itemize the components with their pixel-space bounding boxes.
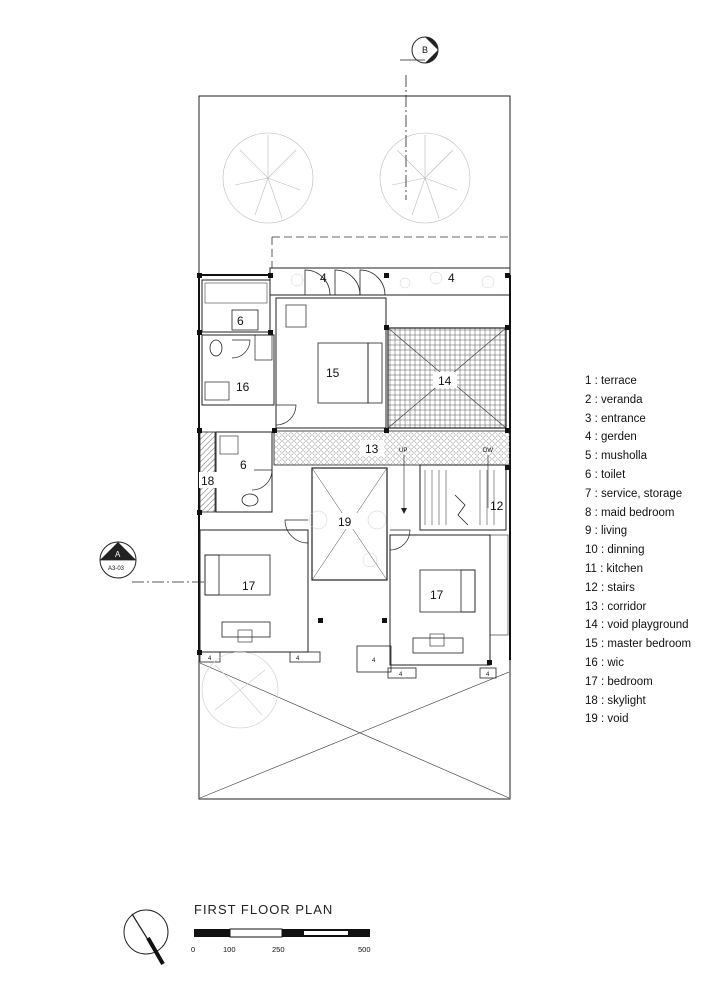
room-label-wic: 16 <box>236 380 250 394</box>
room-label-bedroom-right: 17 <box>430 588 444 602</box>
legend-item: 19 : void <box>585 713 629 726</box>
stair-up-label: UP <box>399 448 408 454</box>
legend-item: 8 : maid bedroom <box>585 506 675 519</box>
room-label-toilet-mid: 6 <box>240 458 247 472</box>
scale-tick-100: 100 <box>223 945 236 954</box>
room-label-void-playground: 14 <box>438 374 452 388</box>
section-a-sheet: A3-03 <box>108 566 125 572</box>
legend-item: 2 : veranda <box>585 393 643 406</box>
master-bedroom <box>276 298 386 428</box>
room-label-corridor: 13 <box>365 442 379 456</box>
legend-item: 10 : dinning <box>585 544 645 557</box>
room-label-garden-1: 4 <box>320 271 327 285</box>
section-b-letter: B <box>422 45 429 55</box>
legend-item: 4 : gerden <box>585 431 637 444</box>
room-label-garden-small-3: 4 <box>372 658 376 664</box>
room-label-skylight: 18 <box>201 474 215 488</box>
tree-symbol-right <box>380 133 470 223</box>
room-label-bedroom-left: 17 <box>242 579 256 593</box>
legend-item: 9 : living <box>585 525 628 538</box>
section-a-marker <box>100 542 136 578</box>
legend-item: 17 : bedroom <box>585 675 653 688</box>
scale-bar <box>191 929 371 954</box>
room-label-garden-small-4: 4 <box>399 672 403 678</box>
room-label-void: 19 <box>338 515 352 529</box>
section-b-marker <box>400 37 438 63</box>
corridor <box>274 431 510 465</box>
legend-item: 15 : master bedroom <box>585 638 692 651</box>
room-legend <box>585 372 691 729</box>
room-label-stairs: 12 <box>490 499 504 513</box>
scale-tick-250: 250 <box>272 945 285 954</box>
room-label-garden-small-5: 4 <box>486 672 490 678</box>
room-label-toilet-top: 6 <box>237 314 244 328</box>
legend-item: 6 : toilet <box>585 468 626 481</box>
legend-item: 12 : stairs <box>585 581 635 594</box>
north-arrow-icon <box>124 910 168 964</box>
legend-item: 18 : skylight <box>585 694 646 707</box>
room-label-garden-small-2: 4 <box>296 656 300 662</box>
tree-symbol-left <box>223 133 313 223</box>
legend-item: 13 : corridor <box>585 600 647 613</box>
legend-item: 3 : entrance <box>585 412 646 425</box>
legend-item: 11 : kitchen <box>585 562 643 575</box>
scale-tick-0: 0 <box>191 945 196 954</box>
garden-strip-top <box>270 268 510 295</box>
section-a-letter: A <box>115 550 121 559</box>
plan-title: FIRST FLOOR PLAN <box>194 902 334 917</box>
legend-item: 16 : wic <box>585 656 624 669</box>
stair-down-label: DW <box>483 448 493 454</box>
legend-item: 7 : service, storage <box>585 487 683 500</box>
room-label-garden-small-1: 4 <box>208 656 212 662</box>
toilet-top <box>202 280 270 332</box>
legend-item: 14 : void playground <box>585 619 689 632</box>
room-label-garden-2: 4 <box>448 271 455 285</box>
legend-item: 5 : musholla <box>585 450 648 463</box>
room-label-master-bedroom: 15 <box>326 366 340 380</box>
legend-item: 1 : terrace <box>585 375 637 387</box>
tree-symbol-bottom <box>202 652 278 728</box>
scale-tick-500: 500 <box>358 945 371 954</box>
